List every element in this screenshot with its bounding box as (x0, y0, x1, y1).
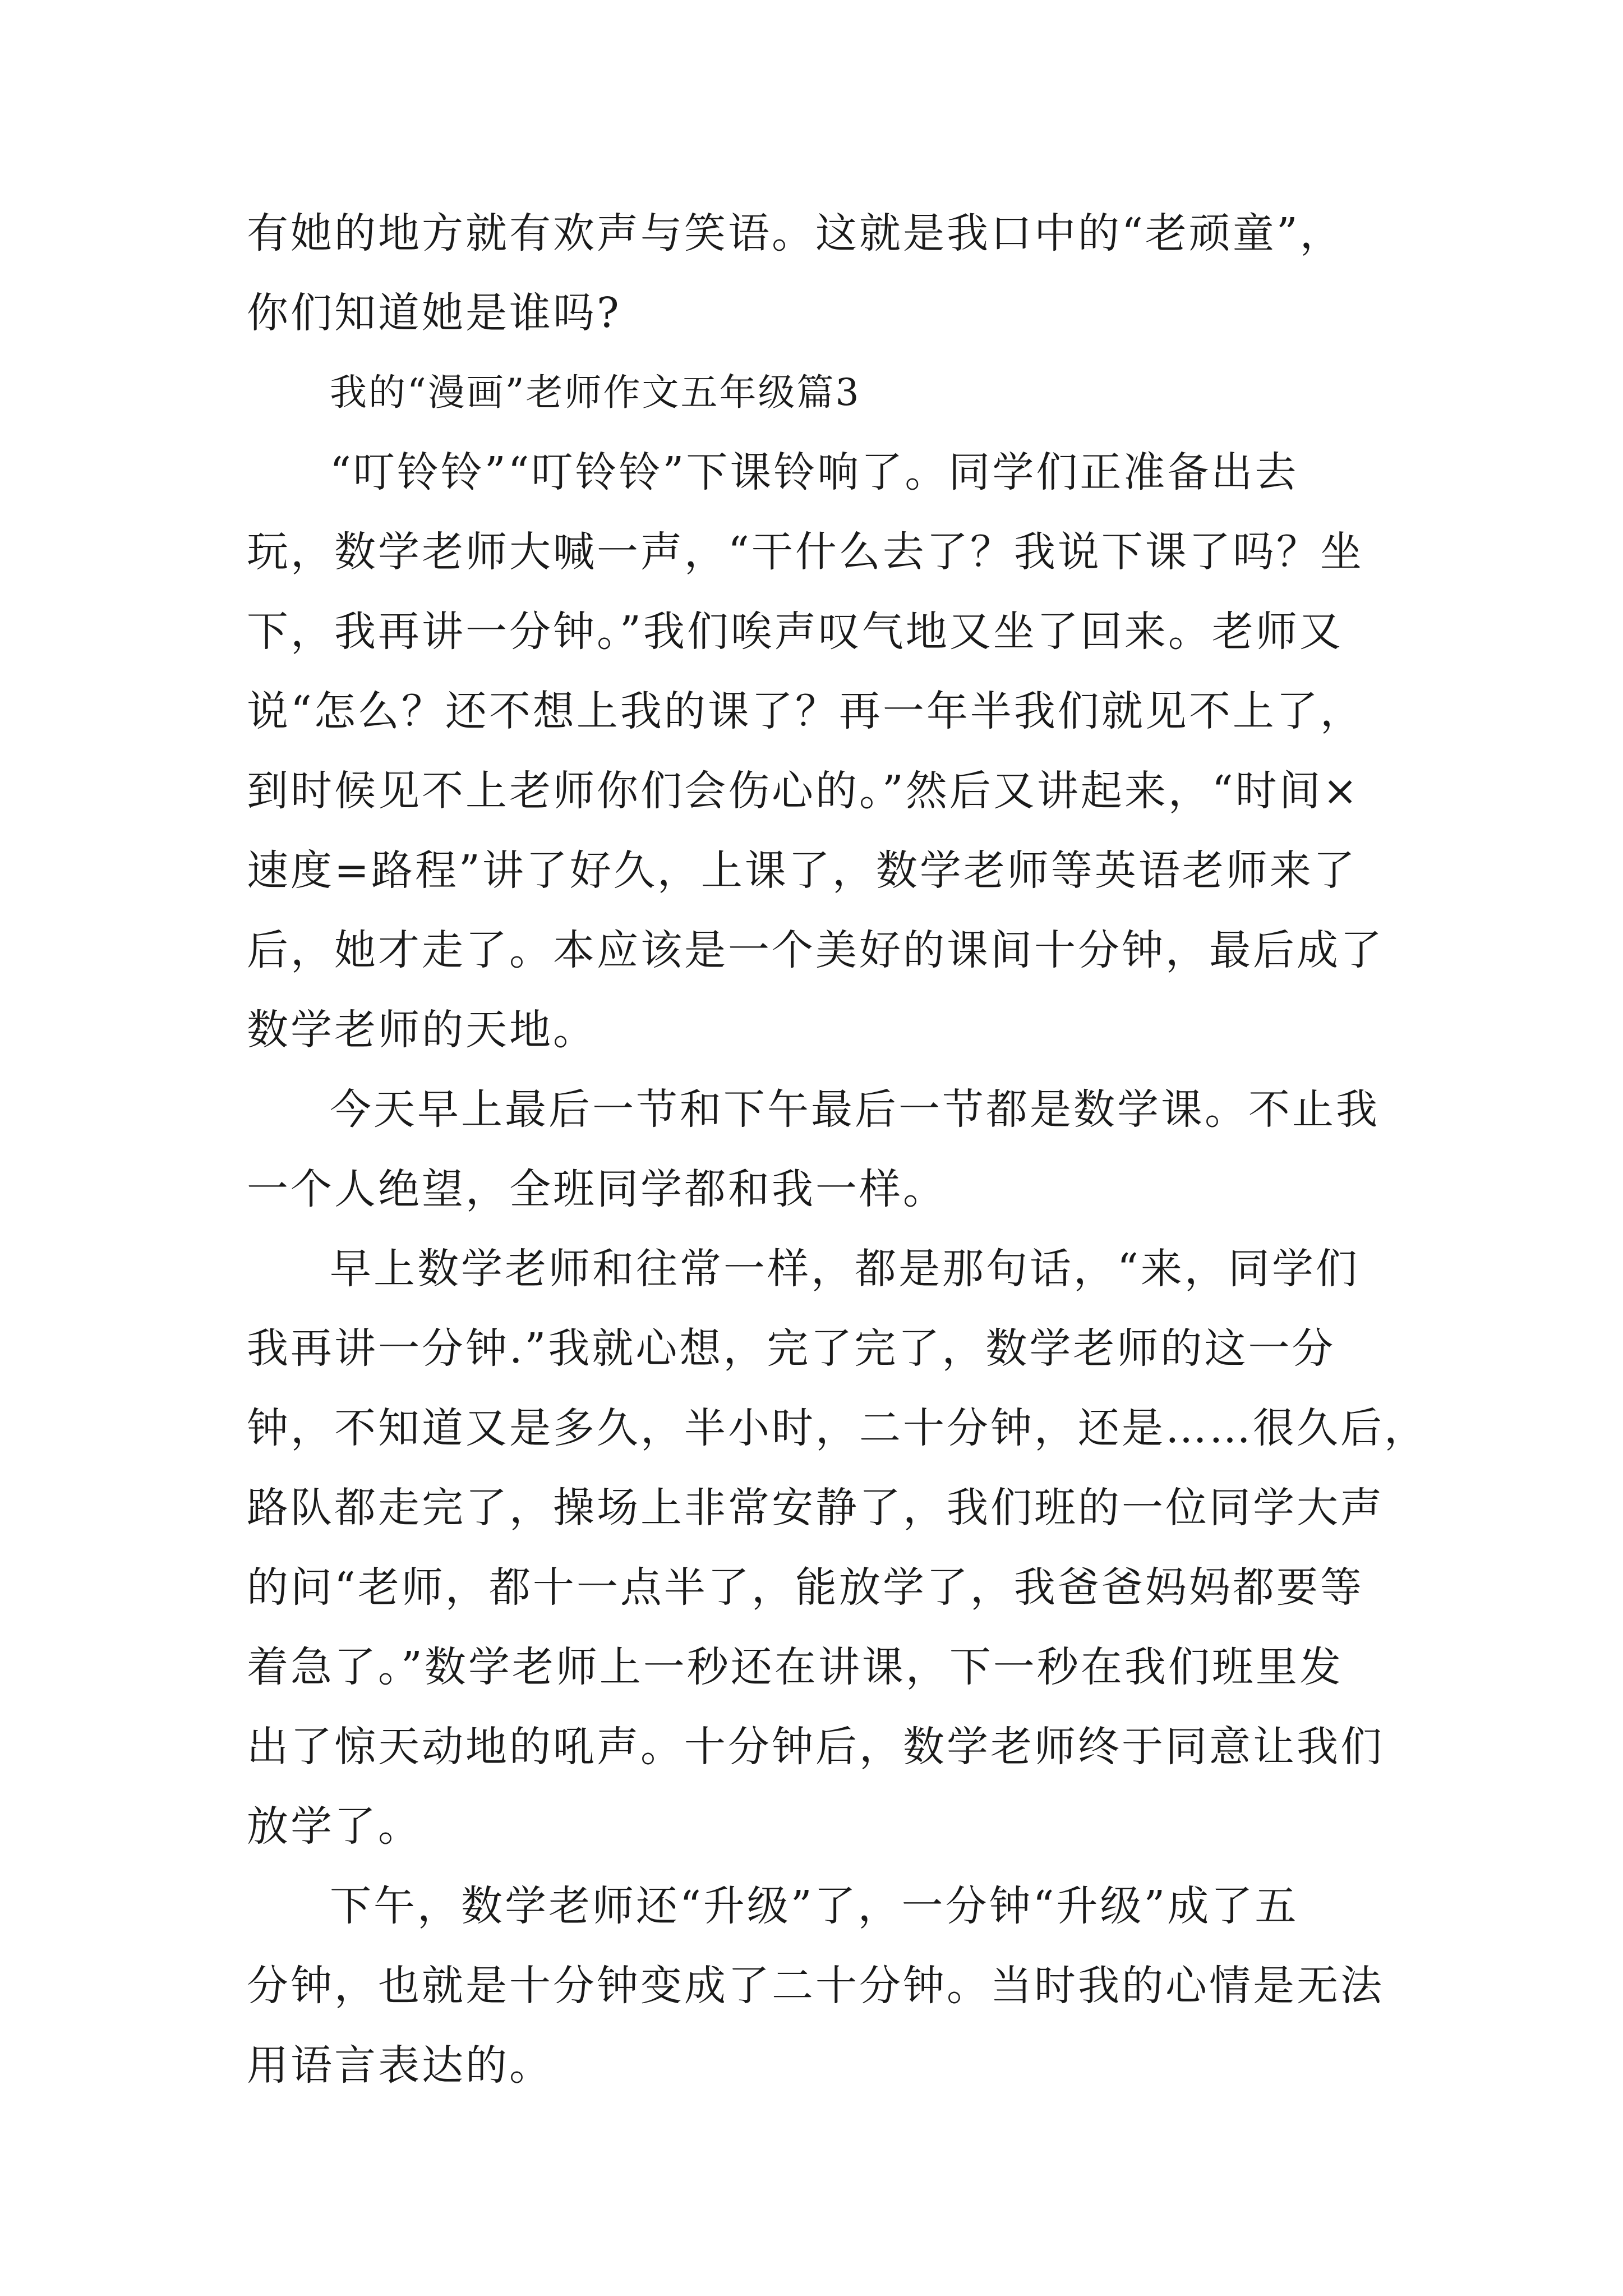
text-line: 分钟，也就是十分钟变成了二十分钟。当时我的心情是无法 (247, 1962, 1384, 2010)
text-line: 一个人绝望，全班同学都和我一样。 (247, 1165, 947, 1213)
text-line: 数学老师的天地。 (247, 1006, 597, 1054)
text-line: 你们知道她是谁吗? (247, 289, 621, 337)
paragraph (247, 447, 1391, 1056)
text-line: 玩，数学老师大喊一声，“干什么去了？我说下课了吗？坐 (247, 528, 1364, 576)
text-line: 有她的地方就有欢声与笑语。这就是我口中的“老顽童”， (247, 209, 1344, 257)
text-line: 速度=路程”讲了好久，上课了，数学老师等英语老师来了 (247, 846, 1357, 895)
text-line: 说“怎么？还不想上我的课了？再一年半我们就见不上了， (247, 687, 1364, 735)
text-line: 今天早上最后一节和下午最后一节都是数学课。不止我 (330, 1085, 1380, 1134)
text-line: 下午，数学老师还“升级”了，一分钟“升级”成了五 (330, 1882, 1299, 1930)
paragraph (247, 1880, 1391, 2091)
text-line: 早上数学老师和往常一样，都是那句话，“来，同学们 (330, 1245, 1359, 1293)
paragraph-continuation (247, 208, 1391, 339)
text-line: “叮铃铃”“叮铃铃”下课铃响了。同学们正准备出去 (330, 448, 1299, 496)
text-line: 出了惊天动地的吼声。十分钟后，数学老师终于同意让我们 (247, 1723, 1384, 1771)
text-line: 放学了。 (247, 1802, 422, 1851)
text-line: 的问“老师，都十一点半了，能放学了，我爸爸妈妈都要等 (247, 1563, 1364, 1612)
text-line: 路队都走完了，操场上非常安静了，我们班的一位同学大声 (247, 1484, 1384, 1532)
document-body (247, 208, 1428, 2119)
text-line: 下，我再讲一分钟。”我们唉声叹气地又坐了回来。老师又 (247, 608, 1343, 656)
section-heading (247, 367, 1391, 418)
text-line: 到时候见不上老师你们会伤心的。”然后又讲起来，“时间× (247, 767, 1360, 815)
text-line: 后，她才走了。本应该是一个美好的课间十分钟，最后成了 (247, 926, 1384, 974)
text-line: 着急了。”数学老师上一秒还在讲课，下一秒在我们班里发 (247, 1643, 1343, 1691)
text-line: 用语言表达的。 (247, 2041, 553, 2090)
text-line: 钟，不知道又是多久，半小时，二十分钟，还是……很久后， (247, 1404, 1428, 1452)
paragraph (247, 1084, 1391, 1215)
heading-text: 我的“漫画”老师作文五年级篇3 (330, 371, 861, 414)
text-line: 我再讲一分钟.”我就心想，完了完了，数学老师的这一分 (247, 1324, 1336, 1373)
paragraph (247, 1243, 1428, 1852)
